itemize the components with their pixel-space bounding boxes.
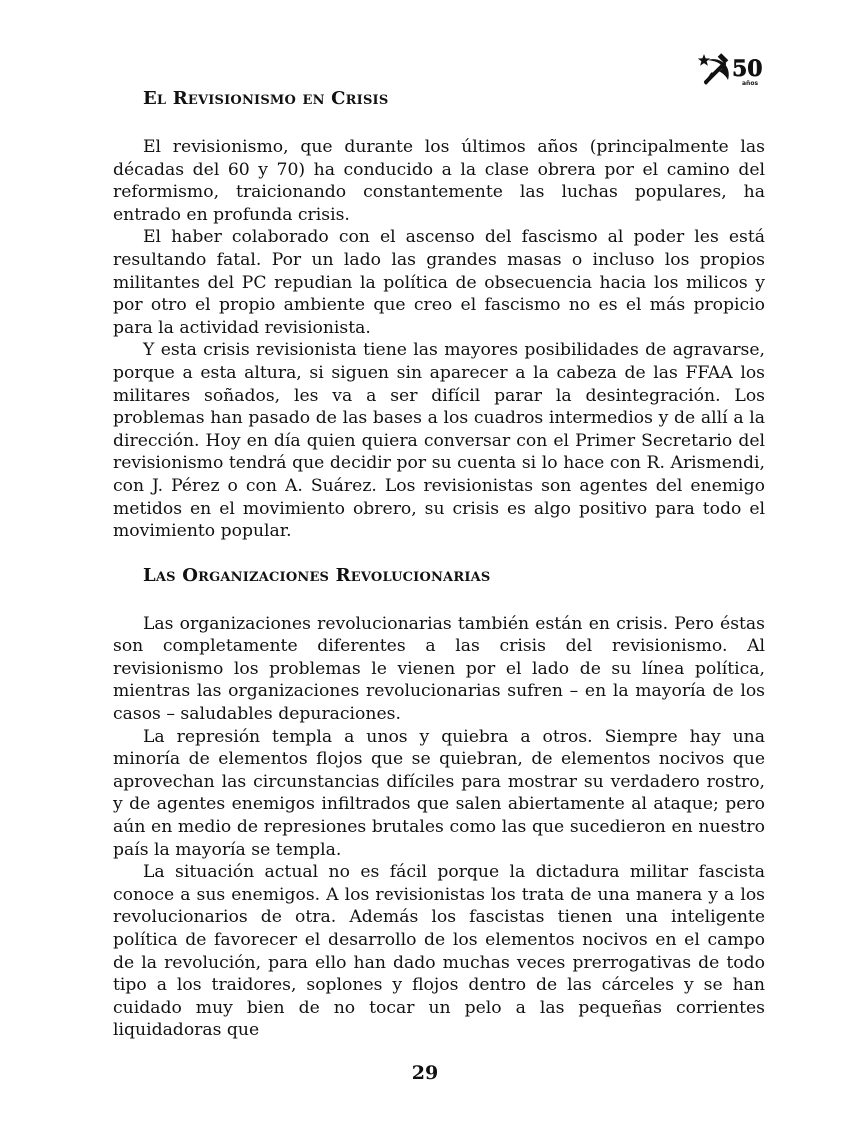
section-heading: El Revisionismo en Crisis [143,88,389,109]
section-heading: Las Organizaciones Revolucionarias [143,564,491,586]
section-revisionismo [113,88,765,543]
paragraph: El haber colaborado con el ascenso del fascismo al poder les está resultando fatal. Por un lado las grandes masas o incluso los propios militantes del PC repudian la política de obsecuencia hacia los milicos y por otro el propio ambiente que creo el fascismo no es el más propicio para la actividad revisionista. [113,227,765,338]
logo-number: 50 [732,56,763,82]
paragraph: Las organizaciones revolucionarias también están en crisis. Pero éstas son completamente diferentes a las crisis del revisionismo. Al revisionismo los problemas le vienen por el lado de su línea política, mientras las organizaciones revolucionarias sufren – en la mayoría de los casos – saludables depuraciones. [113,613,765,725]
anniversary-logo [698,50,770,90]
page-number: 29 [411,1062,439,1084]
paragraph: La situación actual no es fácil porque la dictadura militar fascista conoce a sus enemigos. A los revisionistas los trata de una manera y a los revolucionarios de otra. Además los fascistas tienen una inteligente política de favorecer el desarrollo de los elementos nocivos en el campo de la revolución, para ello han dado muchas veces prerrogativas de todo tipo a los traidores, soplones y flojos dentro de las cárceles y se han cuidado muy bien de no tocar un pelo a las pequeñas corrientes liquidadoras que [113,862,765,1041]
paragraph: El revisionismo, que durante los últimos años (principalmente las décadas del 60 y 70) ha conducido a la clase obrera por el camino del reformismo, traicionando constantemente las luchas populares, ha entrado en profunda crisis. [113,137,765,225]
hammer-and-sickle-star-icon [698,50,770,90]
main-text [113,88,765,1042]
paragraph: La represión templa a unos y quiebra a otros. Siempre hay una minoría de elementos flojos que se quiebran, de elementos nocivos que aprovechan las circunstancias difíciles para mostrar su verdadero rostro, y de agentes enemigos infiltrados que salen abiertamente al ataque; pero aún en medio de represiones brutales como las que sucedieron en nuestro país la mayoría se templa. [113,726,765,860]
paragraph: Y esta crisis revisionista tiene las mayores posibilidades de agravarse, porque a esta altura, si siguen sin aparecer a la cabeza de las FFAA los militares soñados, les va a ser difícil parar la desintegración. Los problemas han pasado de las bases a los cuadros intermedios y de allí a la dirección. Hoy en día quien quiera conversar con el Primer Secretario del revisionismo tendrá que decidir por su cuenta si lo hace con R. Arismendi, con J. Pérez o con A. Suárez. Los revisionistas son agentes del enemigo metidos en el movimiento obrero, su crisis es algo positivo para todo el movimiento popular. [113,340,765,542]
logo-subtext: años [742,80,759,87]
section-organizaciones [113,565,765,1042]
